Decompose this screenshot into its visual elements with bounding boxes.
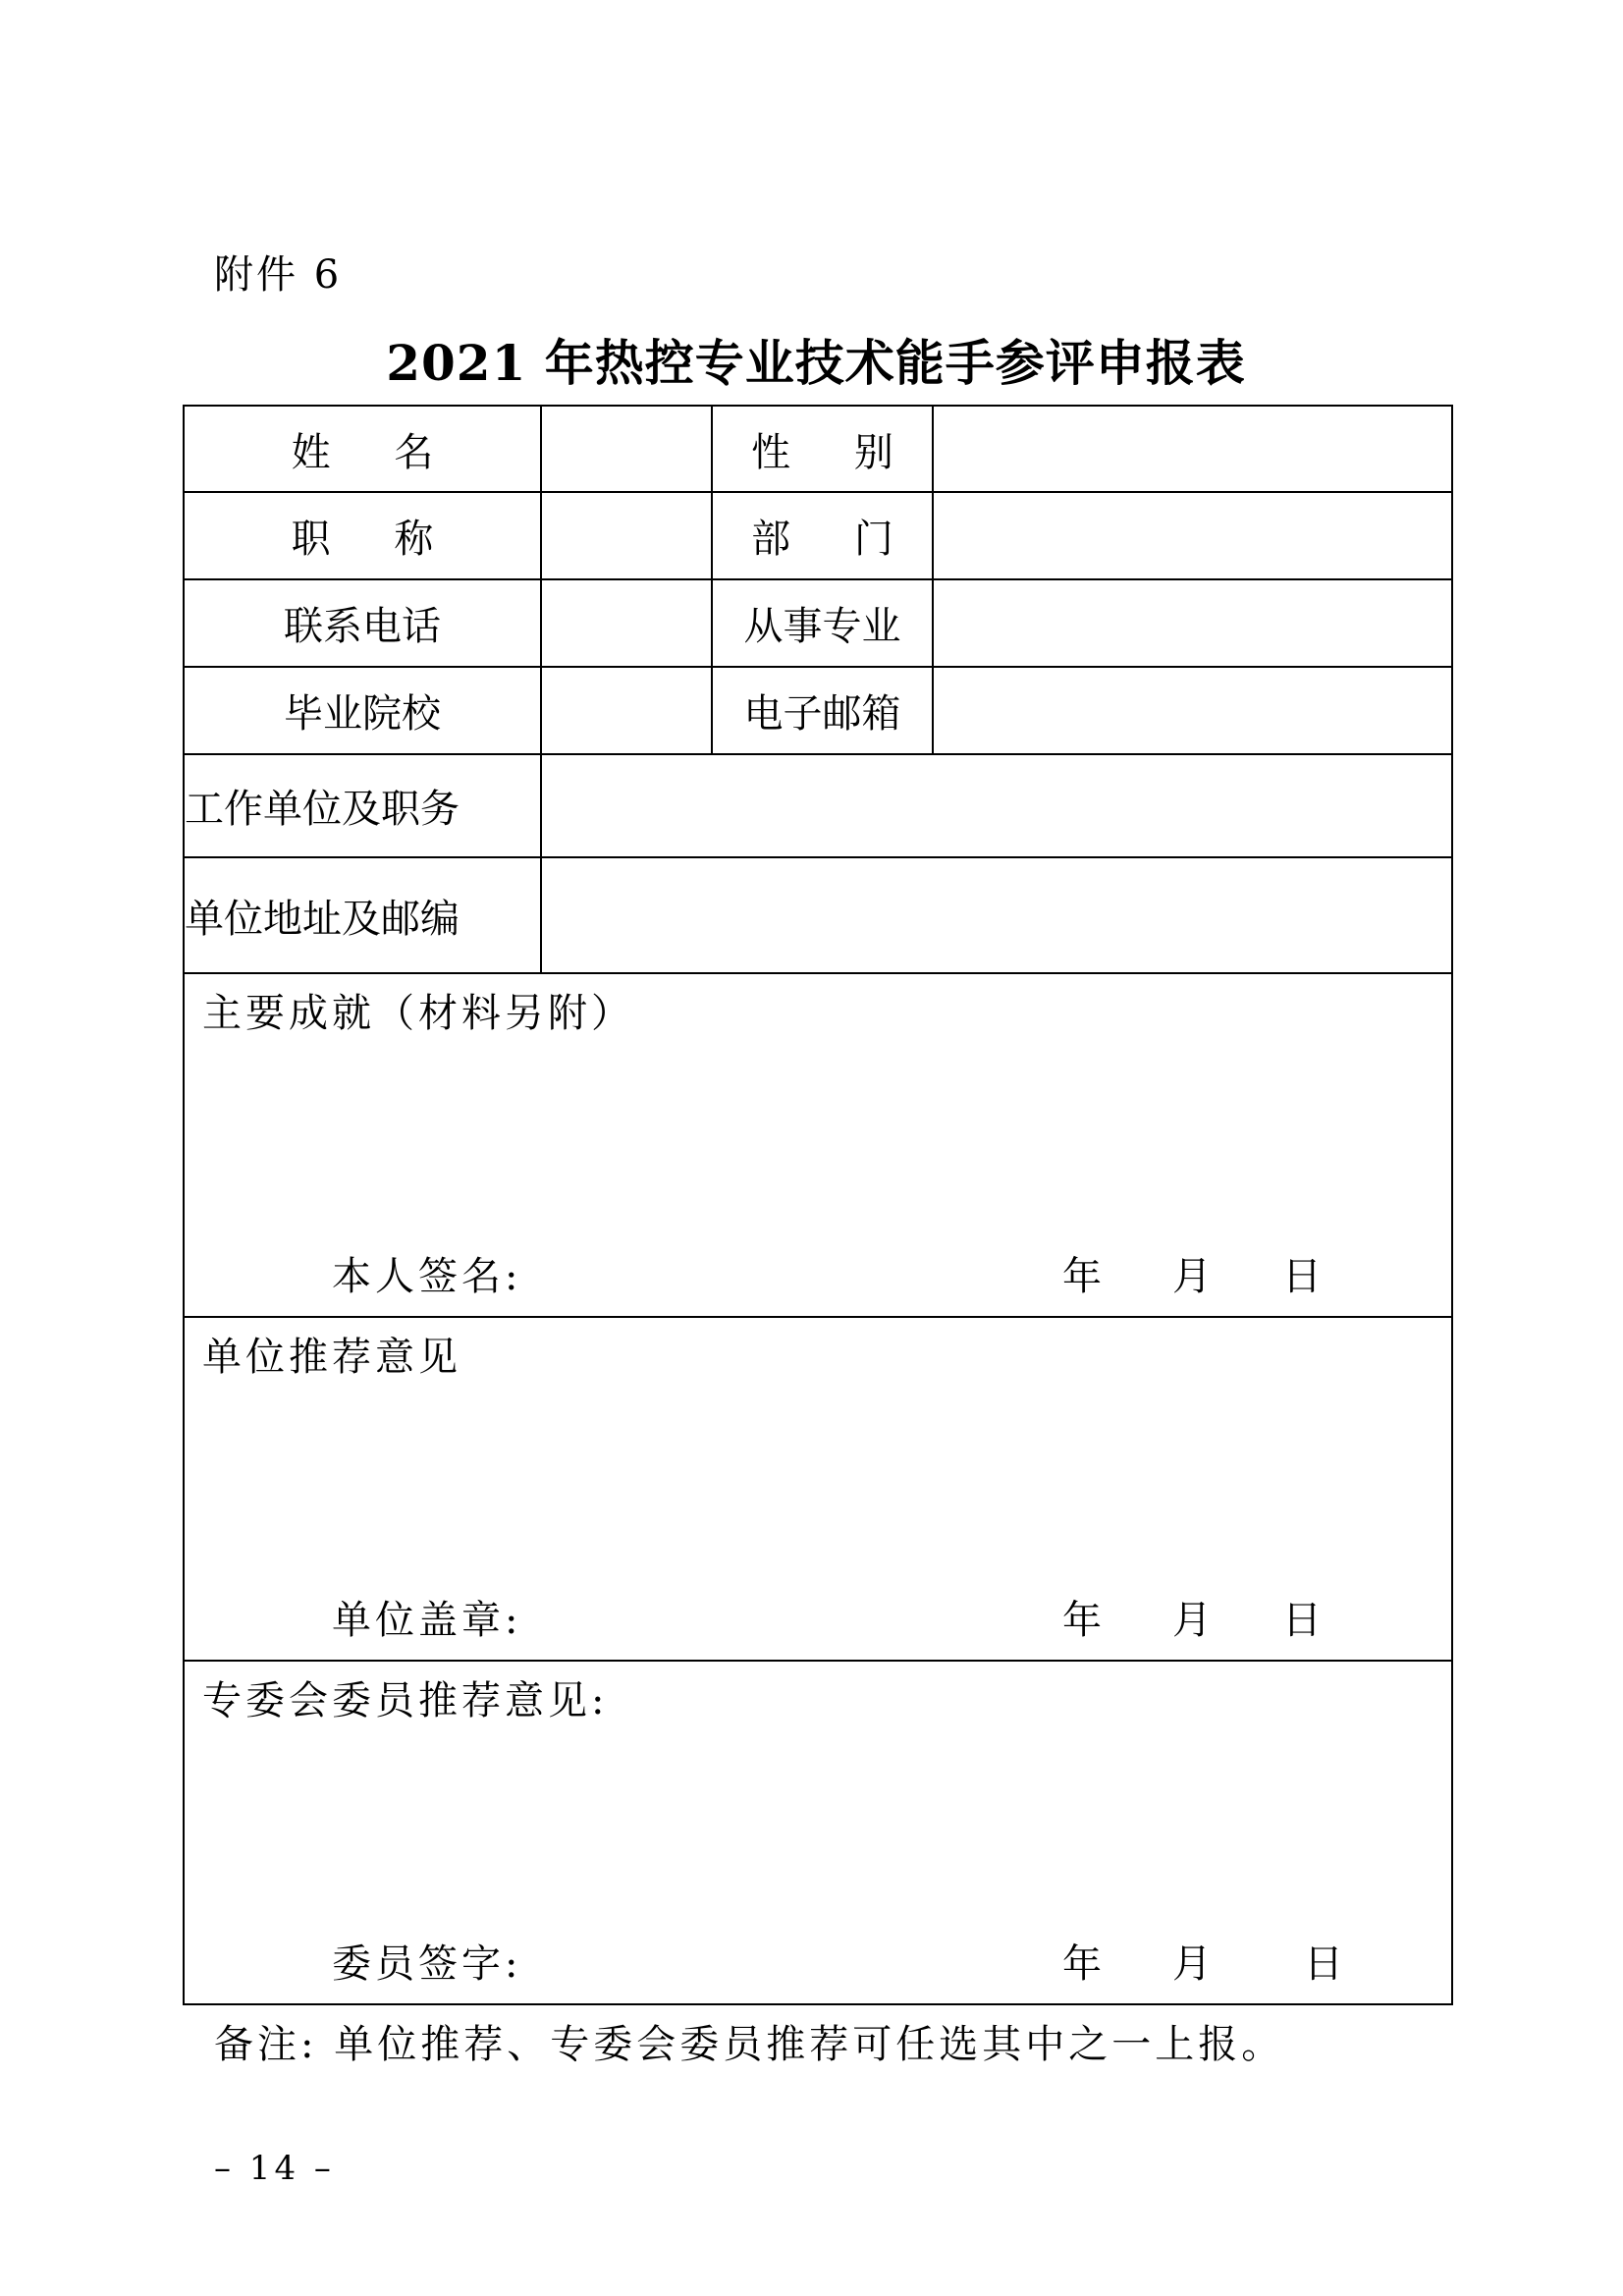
form-row-phone-specialty bbox=[184, 579, 1452, 667]
unit-recommendation-title: 单位推荐意见 bbox=[202, 1335, 461, 1380]
achievements-date-month: 月 bbox=[1172, 1254, 1212, 1299]
unit-stamp-label: 单位盖章: bbox=[332, 1598, 522, 1643]
name-label-cell bbox=[184, 406, 541, 492]
phone-label: 联系电话 bbox=[184, 579, 541, 667]
form-row-school-email bbox=[184, 667, 1452, 754]
committee-recommendation-title: 专委会委员推荐意见: bbox=[202, 1678, 609, 1723]
employer-field[interactable] bbox=[541, 754, 1452, 857]
committee-recommendation-section[interactable] bbox=[184, 1661, 1452, 2004]
email-label: 电子邮箱 bbox=[712, 667, 933, 754]
footnote: 备注: 单位推荐、专委会委员推荐可任选其中之一上报。 bbox=[214, 2022, 1285, 2067]
unit-recommendation-section[interactable] bbox=[184, 1317, 1452, 1661]
unit-date-day: 日 bbox=[1282, 1598, 1322, 1643]
achievements-date-day: 日 bbox=[1282, 1254, 1322, 1299]
form-row-unit-recommendation bbox=[184, 1317, 1452, 1661]
form-row-achievements bbox=[184, 973, 1452, 1317]
unit-date-month: 月 bbox=[1172, 1598, 1212, 1643]
email-field[interactable] bbox=[933, 667, 1452, 754]
specialty-field[interactable] bbox=[933, 579, 1452, 667]
application-form-table bbox=[183, 405, 1453, 2005]
title-field[interactable] bbox=[541, 492, 712, 579]
department-field[interactable] bbox=[933, 492, 1452, 579]
title-label-cell bbox=[184, 492, 541, 579]
form-row-address bbox=[184, 857, 1452, 973]
phone-field[interactable] bbox=[541, 579, 712, 667]
unit-date-year: 年 bbox=[1062, 1598, 1102, 1643]
employer-label: 工作单位及职务 bbox=[184, 754, 541, 857]
name-label: 姓 名 bbox=[291, 429, 460, 475]
address-field[interactable] bbox=[541, 857, 1452, 973]
committee-date-day: 日 bbox=[1304, 1941, 1343, 1987]
gender-label: 性 别 bbox=[751, 429, 919, 475]
school-field[interactable] bbox=[541, 667, 712, 754]
form-row-committee-recommendation bbox=[184, 1661, 1452, 2004]
page-number: – 14 – bbox=[214, 2149, 335, 2188]
school-label: 毕业院校 bbox=[184, 667, 541, 754]
committee-date-month: 月 bbox=[1172, 1941, 1212, 1987]
department-label-cell bbox=[712, 492, 933, 579]
self-signature-label: 本人签名: bbox=[332, 1254, 522, 1299]
address-label: 单位地址及邮编 bbox=[184, 857, 541, 973]
committee-date-year: 年 bbox=[1062, 1941, 1102, 1987]
gender-label-cell bbox=[712, 406, 933, 492]
member-signature-label: 委员签字: bbox=[332, 1941, 522, 1987]
specialty-label: 从事专业 bbox=[712, 579, 933, 667]
attachment-label: 附件 6 bbox=[214, 252, 343, 298]
title-label: 职 称 bbox=[291, 517, 460, 562]
achievements-date-year: 年 bbox=[1062, 1254, 1102, 1299]
form-row-name-gender bbox=[184, 406, 1452, 492]
department-label: 部 门 bbox=[751, 517, 919, 562]
achievements-title: 主要成就（材料另附） bbox=[202, 991, 634, 1036]
document-title: 2021 年热控专业技术能手参评申报表 bbox=[386, 334, 1246, 392]
form-row-employer bbox=[184, 754, 1452, 857]
form-row-title-department bbox=[184, 492, 1452, 579]
name-field[interactable] bbox=[541, 406, 712, 492]
gender-field[interactable] bbox=[933, 406, 1452, 492]
achievements-section[interactable] bbox=[184, 973, 1452, 1317]
